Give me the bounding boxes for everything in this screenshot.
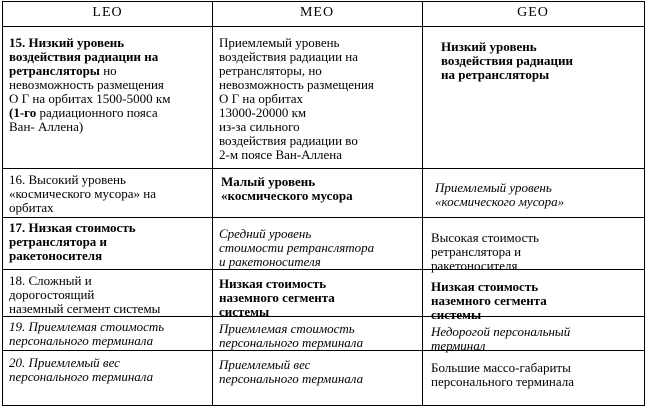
column-divider (212, 2, 213, 405)
cell-geo-16: Приемлемый уровень «космического мусора» (435, 180, 565, 209)
cell-meo-19: Приемлемая стоимость персонального терминала (219, 321, 364, 350)
cell-geo-18: Низкая стоимость наземного сегмента системы (431, 279, 547, 322)
cell-geo-15: Низкий уровень воздействия радиации на ретрансляторы (441, 39, 573, 82)
cell-leo-15-bold2: (1-го (9, 105, 37, 120)
cell-leo-15-normal: но невозможность размещения О Г на орбитах 1500-5000 км (9, 63, 171, 106)
cell-leo-16: 16. Высокий уровень «космического мусора» на орбитах (9, 172, 156, 215)
comparison-table (2, 1, 645, 406)
column-divider (422, 2, 423, 405)
cell-leo-19: 19. Приемлемая стоимость персонального терминала (9, 319, 165, 348)
cell-geo-20: Большие массо-габариты персонального терминала (431, 360, 575, 389)
header-meo: MEO (299, 5, 335, 20)
cell-leo-20: 20. Приемлемый вес персонального терминала (9, 355, 154, 384)
header-geo: GEO (517, 5, 549, 20)
cell-geo-17: Высокая стоимость ретранслятора и ракетоносителя (431, 230, 539, 273)
cell-leo-15-normal2: радиационного пояса Ван- Аллена) (9, 105, 158, 134)
cell-leo-15-bold: 15. Низкий уровень воздействия радиации на ретрансляторы (9, 35, 159, 78)
cell-meo-20: Приемлемый вес персонального терминала (219, 357, 364, 386)
cell-leo-18: 18. Сложный и дорогостоящий наземный сегмент системы (9, 273, 161, 316)
cell-meo-16: Малый уровень «космического мусора (221, 174, 353, 203)
cell-leo-15 (9, 36, 211, 134)
cell-leo-17: 17. Низкая стоимость ретранслятора и ракетоносителя (9, 220, 136, 263)
cell-meo-15: Приемлемый уровень воздействия радиации на ретрансляторы, но невозможность размещения О Г на орбитах 13000-20000 км из-за сильного воздействия радиации во 2-м поясе Ван-Аллена (219, 35, 374, 162)
row-divider (3, 26, 644, 27)
row-divider (3, 168, 644, 169)
cell-geo-19: Недорогой персональный терминал (431, 324, 571, 353)
cell-meo-17: Средний уровень стоимости ретранслятора и ракетоносителя (219, 226, 375, 269)
cell-meo-18: Низкая стоимость наземного сегмента системы (219, 276, 335, 319)
row-divider (3, 217, 644, 218)
header-leo: LEO (92, 5, 123, 20)
